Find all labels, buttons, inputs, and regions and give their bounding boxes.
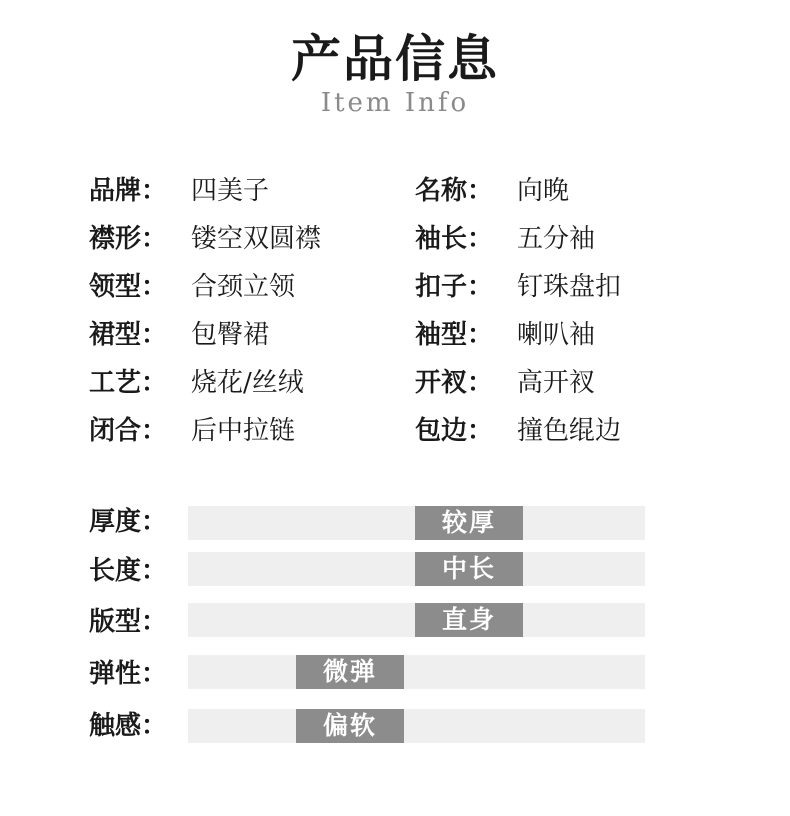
attribute-label: 襟形： xyxy=(89,224,168,254)
attribute-value: 镂空双圆襟 xyxy=(191,224,322,254)
attribute-value: 合颈立领 xyxy=(191,272,296,302)
page-subtitle: Item Info xyxy=(320,88,470,118)
scale-marker-fit: 直身 xyxy=(415,603,523,637)
scale-marker-thickness: 较厚 xyxy=(415,506,523,540)
scale-track-elasticity xyxy=(188,655,645,689)
scale-track-length xyxy=(188,552,645,586)
attribute-label: 领型： xyxy=(89,272,168,302)
attribute-value: 高开衩 xyxy=(517,368,596,398)
attribute-label: 开衩： xyxy=(415,368,494,398)
attribute-label: 袖长： xyxy=(415,224,494,254)
attribute-label: 扣子： xyxy=(415,272,494,302)
attribute-label: 工艺： xyxy=(89,368,168,398)
scale-label-fit: 版型： xyxy=(89,607,168,637)
attribute-label: 名称： xyxy=(415,176,494,206)
attribute-value: 向晚 xyxy=(517,176,570,206)
scale-label-touch: 触感： xyxy=(89,711,168,741)
scale-label-length: 长度： xyxy=(89,556,168,586)
scale-marker-length: 中长 xyxy=(415,552,523,586)
attribute-value: 后中拉链 xyxy=(191,416,296,446)
scale-label-thickness: 厚度： xyxy=(89,507,168,537)
attribute-value: 四美子 xyxy=(191,176,270,206)
attribute-value: 五分袖 xyxy=(517,224,596,254)
page-title: 产品信息 xyxy=(291,29,499,88)
scale-marker-elasticity: 微弹 xyxy=(296,655,404,689)
scale-track-fit xyxy=(188,603,645,637)
attribute-label: 闭合： xyxy=(89,416,168,446)
attribute-value: 钉珠盘扣 xyxy=(517,272,622,302)
attribute-value: 烧花/丝绒 xyxy=(191,368,304,398)
scale-label-elasticity: 弹性： xyxy=(89,659,168,689)
scale-marker-touch: 偏软 xyxy=(296,709,404,743)
attribute-label: 品牌： xyxy=(89,176,168,206)
attribute-label: 裙型： xyxy=(89,320,168,350)
attribute-value: 喇叭袖 xyxy=(517,320,596,350)
scale-track-touch xyxy=(188,709,645,743)
attribute-value: 包臀裙 xyxy=(191,320,270,350)
attribute-label: 包边： xyxy=(415,416,494,446)
scale-track-thickness xyxy=(188,506,645,540)
attribute-label: 袖型： xyxy=(415,320,494,350)
attribute-value: 撞色绲边 xyxy=(517,416,622,446)
